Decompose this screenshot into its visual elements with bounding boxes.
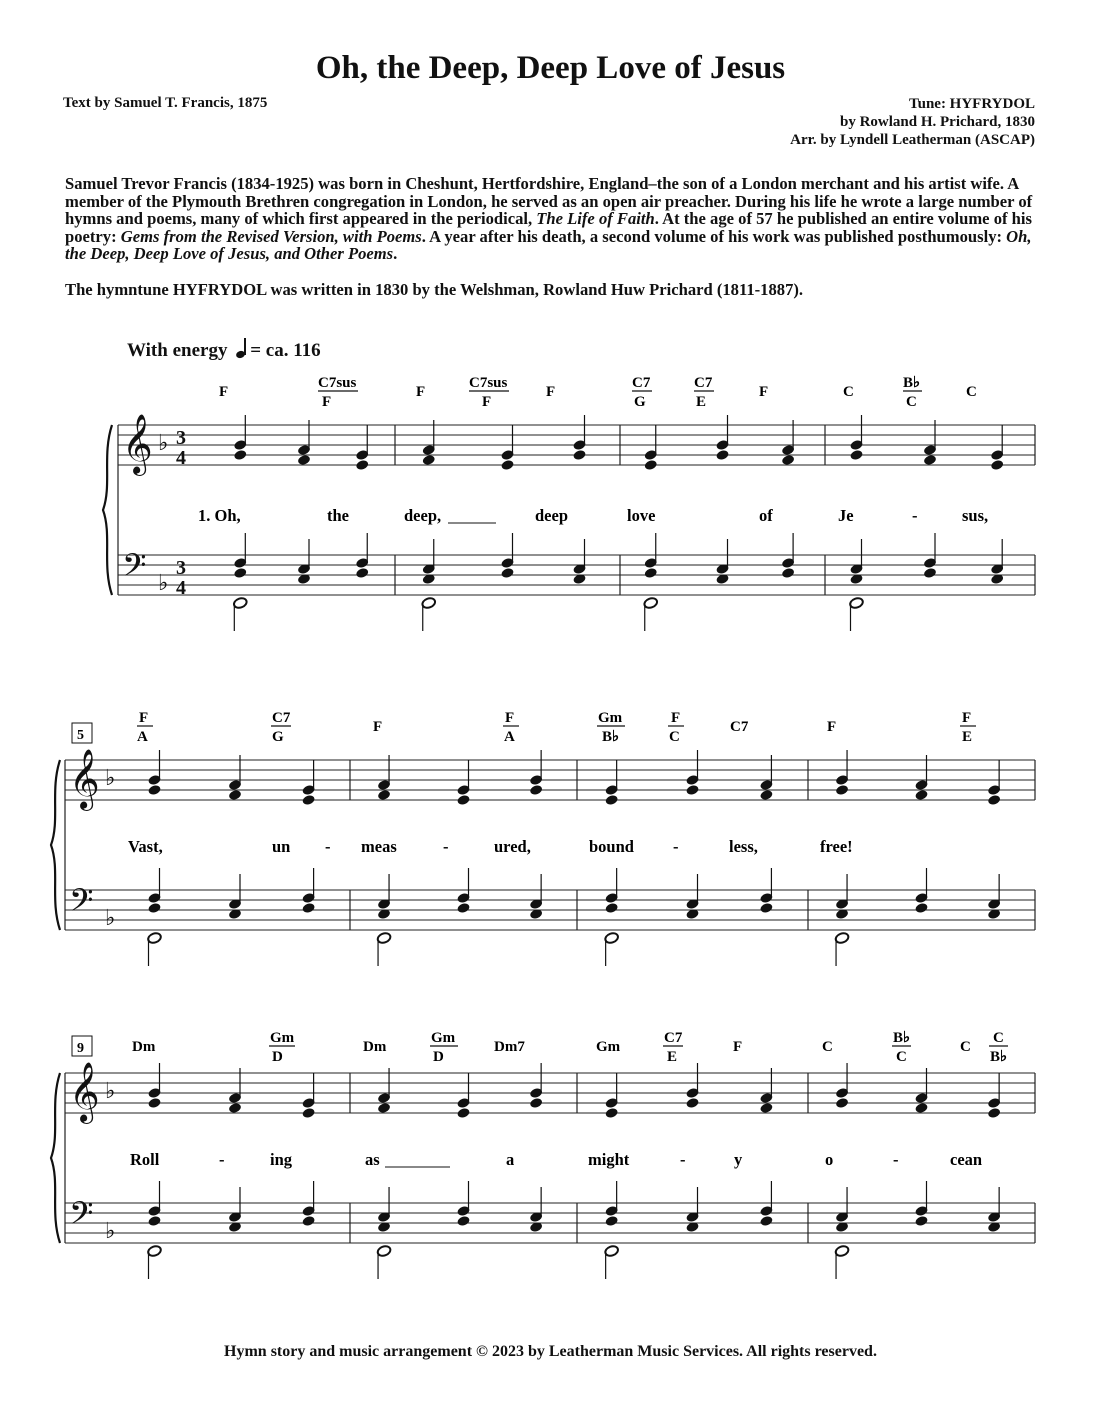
time-signature: 3 bbox=[176, 557, 186, 579]
flat-key-signature: ♭ bbox=[105, 766, 116, 791]
lyric-syllable: o bbox=[825, 1150, 834, 1169]
treble-clef: 𝄞 bbox=[69, 1062, 100, 1122]
chord-bass: E bbox=[962, 729, 973, 745]
chord-bass: E bbox=[667, 1049, 678, 1065]
chord-bass: A bbox=[137, 729, 148, 745]
lyric-syllable: meas bbox=[361, 837, 397, 856]
chord-bass: B♭ bbox=[990, 1049, 1008, 1065]
lyric-syllable: ing bbox=[270, 1150, 293, 1169]
notehead bbox=[297, 454, 311, 466]
notehead bbox=[228, 1102, 242, 1114]
lyric-syllable: y bbox=[734, 1150, 743, 1169]
chord-symbol: C7 bbox=[730, 719, 749, 735]
tune-name: Tune: HYFRYDOL bbox=[908, 96, 1035, 112]
chord-bass: D bbox=[433, 1049, 444, 1065]
lyric-syllable: Je bbox=[838, 506, 854, 525]
notehead bbox=[605, 1215, 619, 1227]
notehead bbox=[147, 1215, 161, 1227]
notehead bbox=[604, 1245, 619, 1258]
measure-number: 5 bbox=[77, 728, 84, 743]
lyric-syllable: ured, bbox=[494, 837, 531, 856]
lyric-syllable: sus, bbox=[962, 506, 989, 525]
chord-symbol: Gm bbox=[598, 710, 623, 726]
chord-bass: G bbox=[272, 729, 284, 745]
chord-symbol: F bbox=[962, 710, 972, 726]
notehead bbox=[759, 1102, 773, 1114]
lyric-syllable: less, bbox=[729, 837, 758, 856]
staff-lines bbox=[51, 425, 1035, 1243]
lyric-syllable: - bbox=[893, 1150, 899, 1169]
brace bbox=[51, 1073, 60, 1243]
notehead bbox=[233, 449, 247, 461]
chord-symbol: C bbox=[822, 1039, 833, 1055]
chord-bass: F bbox=[482, 394, 492, 410]
chord-symbol: C7 bbox=[664, 1030, 683, 1046]
lyric-syllable: - bbox=[912, 506, 918, 525]
lyric-syllable: free! bbox=[820, 837, 853, 856]
notehead bbox=[355, 567, 369, 579]
chord-symbol: F bbox=[733, 1039, 743, 1055]
notehead bbox=[987, 794, 1001, 806]
lyric-syllable: might bbox=[588, 1150, 630, 1169]
chord-symbol: Dm7 bbox=[494, 1039, 525, 1055]
chord-symbol: F bbox=[139, 710, 149, 726]
chord-symbol: Gm bbox=[270, 1030, 295, 1046]
lyric-syllable: deep bbox=[535, 506, 568, 525]
chord-bass: F bbox=[322, 394, 332, 410]
notehead bbox=[147, 902, 161, 914]
bass-clef: 𝄢 bbox=[69, 882, 94, 926]
notehead bbox=[500, 459, 514, 471]
notehead bbox=[233, 567, 247, 579]
chord-symbol: C7sus bbox=[318, 375, 357, 391]
chord-symbols-system-2 bbox=[77, 710, 972, 745]
bass-clef: 𝄢 bbox=[122, 547, 147, 591]
time-signature: 4 bbox=[176, 577, 186, 599]
notehead bbox=[990, 459, 1004, 471]
notehead bbox=[302, 794, 316, 806]
treble-clef: 𝄞 bbox=[69, 749, 100, 809]
chord-symbol: C7 bbox=[272, 710, 291, 726]
treble-clef: 𝄞 bbox=[122, 414, 153, 474]
chord-bass: G bbox=[634, 394, 646, 410]
notehead bbox=[987, 1107, 1001, 1119]
lyrics-system-2 bbox=[128, 837, 853, 856]
chord-symbol: F bbox=[416, 384, 426, 400]
chord-symbol: F bbox=[546, 384, 556, 400]
flat-key-signature: ♭ bbox=[105, 1079, 116, 1104]
lyric-syllable: as bbox=[365, 1150, 380, 1169]
notehead bbox=[849, 597, 864, 610]
chord-bass: C bbox=[669, 729, 680, 745]
notehead bbox=[914, 789, 928, 801]
lyric-syllable: - bbox=[680, 1150, 686, 1169]
notehead bbox=[422, 454, 436, 466]
notehead bbox=[835, 1097, 849, 1109]
chord-symbol: C bbox=[960, 1039, 971, 1055]
notehead bbox=[377, 1102, 391, 1114]
chord-symbol: C7 bbox=[694, 375, 713, 391]
notehead bbox=[605, 794, 619, 806]
chord-symbol: Dm bbox=[132, 1039, 156, 1055]
flat-key-signature: ♭ bbox=[105, 906, 116, 931]
notehead bbox=[759, 1215, 773, 1227]
flat-key-signature: ♭ bbox=[158, 431, 169, 456]
tempo-marking: With energy = ca. 116 bbox=[127, 340, 321, 361]
lyric-syllable: - bbox=[443, 837, 449, 856]
notehead bbox=[377, 789, 391, 801]
notehead bbox=[835, 784, 849, 796]
notehead bbox=[604, 932, 619, 945]
page-title: Oh, the Deep, Deep Love of Jesus bbox=[315, 50, 786, 86]
lyric-syllable: un bbox=[272, 837, 291, 856]
notehead bbox=[456, 794, 470, 806]
notehead bbox=[376, 1245, 391, 1258]
lyric-syllable: deep, bbox=[404, 506, 442, 525]
chord-symbol: B♭ bbox=[893, 1030, 911, 1046]
notehead bbox=[456, 1215, 470, 1227]
lyrics-system-3 bbox=[130, 1150, 982, 1169]
notehead bbox=[781, 567, 795, 579]
notehead bbox=[147, 1245, 162, 1258]
notehead bbox=[834, 1245, 849, 1258]
chord-symbol: F bbox=[759, 384, 769, 400]
notehead bbox=[302, 1215, 316, 1227]
chord-symbols-system-3 bbox=[77, 1030, 1007, 1065]
chord-symbol: F bbox=[671, 710, 681, 726]
notehead bbox=[849, 449, 863, 461]
chord-symbol: C bbox=[993, 1030, 1004, 1046]
notehead bbox=[147, 1097, 161, 1109]
lyric-syllable: - bbox=[219, 1150, 225, 1169]
notehead bbox=[923, 567, 937, 579]
chord-bass: C bbox=[896, 1049, 907, 1065]
notehead bbox=[228, 789, 242, 801]
copyright-footer: Hymn story and music arrangement © 2023 by Leatherman Music Services. All rights reserved. bbox=[224, 1343, 877, 1360]
lyrics-system-1 bbox=[198, 506, 988, 525]
chord-symbol: C bbox=[966, 384, 977, 400]
notehead bbox=[914, 902, 928, 914]
notehead bbox=[147, 784, 161, 796]
notehead bbox=[759, 789, 773, 801]
lyric-syllable: bound bbox=[589, 837, 634, 856]
chord-symbol: Gm bbox=[596, 1039, 621, 1055]
arranger: Arr. by Lyndell Leatherman (ASCAP) bbox=[790, 132, 1035, 148]
notehead bbox=[500, 567, 514, 579]
hymn-story: Samuel Trevor Francis (1834-1925) was born in Cheshunt, Hertfordshire, England–the son of a London merchant and his artist wife. A member of the Plymouth Brethren congregation in London, he served as an open air preacher. During his life he wrote a large number of hymns and poems, many of which first appeared in the periodical, The Life of Faith. At the age of 57 he published an entire volume of his poetry: Gems from the Revised Version, with Poems. A year after his death, a second volume of his work was published posthumously: Oh, the Deep, Deep Love of Jesus, and Other Poems. bbox=[65, 174, 1033, 263]
brace bbox=[103, 425, 112, 595]
notehead bbox=[685, 1097, 699, 1109]
notehead bbox=[834, 932, 849, 945]
chord-symbol: F bbox=[373, 719, 383, 735]
lyric-syllable: - bbox=[325, 837, 331, 856]
lyric-syllable: the bbox=[327, 506, 349, 525]
chord-bass: C bbox=[906, 394, 917, 410]
lyric-syllable: Vast, bbox=[128, 837, 163, 856]
chord-symbol: Dm bbox=[363, 1039, 387, 1055]
notehead bbox=[529, 1097, 543, 1109]
chord-bass: D bbox=[272, 1049, 283, 1065]
notehead bbox=[643, 597, 658, 610]
chord-bass: E bbox=[696, 394, 707, 410]
chord-symbol: F bbox=[505, 710, 515, 726]
notehead bbox=[233, 597, 248, 610]
lyric-syllable: of bbox=[759, 506, 773, 525]
chord-symbol: C7 bbox=[632, 375, 651, 391]
lyric-syllable: love bbox=[627, 506, 656, 525]
chord-symbol: F bbox=[827, 719, 837, 735]
chord-bass: A bbox=[504, 729, 515, 745]
chord-symbol: C7sus bbox=[469, 375, 508, 391]
notehead bbox=[572, 449, 586, 461]
notehead bbox=[147, 932, 162, 945]
chord-symbol: Gm bbox=[431, 1030, 456, 1046]
tune-story: The hymntune HYFRYDOL was written in 1830 by the Welshman, Rowland Huw Prichard (1811-1887). bbox=[65, 280, 804, 299]
lyric-syllable: 1. Oh, bbox=[198, 506, 241, 525]
chord-symbol: F bbox=[219, 384, 229, 400]
bass-clef: 𝄢 bbox=[69, 1195, 94, 1239]
measure-number: 9 bbox=[77, 1041, 84, 1056]
notehead bbox=[302, 902, 316, 914]
lyric-syllable: - bbox=[673, 837, 679, 856]
text-credit: Text by Samuel T. Francis, 1875 bbox=[63, 95, 268, 111]
lyric-syllable: a bbox=[506, 1150, 515, 1169]
notehead bbox=[644, 567, 658, 579]
notehead bbox=[685, 784, 699, 796]
notehead bbox=[781, 454, 795, 466]
notehead bbox=[456, 902, 470, 914]
notehead bbox=[914, 1102, 928, 1114]
notehead bbox=[644, 459, 658, 471]
chord-bass: B♭ bbox=[602, 729, 620, 745]
notehead bbox=[914, 1215, 928, 1227]
chord-symbols-system-1 bbox=[219, 375, 977, 410]
notehead bbox=[605, 902, 619, 914]
flat-key-signature: ♭ bbox=[105, 1219, 116, 1244]
notehead bbox=[923, 454, 937, 466]
notehead bbox=[456, 1107, 470, 1119]
lyric-syllable: Roll bbox=[130, 1150, 160, 1169]
time-signature: 3 bbox=[176, 427, 186, 449]
notehead bbox=[715, 449, 729, 461]
notation-marks bbox=[69, 414, 1004, 1279]
notehead bbox=[302, 1107, 316, 1119]
notehead bbox=[529, 784, 543, 796]
chord-symbol: B♭ bbox=[903, 375, 921, 391]
notehead bbox=[759, 902, 773, 914]
flat-key-signature: ♭ bbox=[158, 571, 169, 596]
notehead bbox=[355, 459, 369, 471]
chord-symbol: C bbox=[843, 384, 854, 400]
tune-composer: by Rowland H. Prichard, 1830 bbox=[839, 114, 1035, 130]
notehead bbox=[421, 597, 436, 610]
brace bbox=[51, 760, 60, 930]
lyric-syllable: cean bbox=[950, 1150, 983, 1169]
notehead bbox=[605, 1107, 619, 1119]
notehead bbox=[376, 932, 391, 945]
time-signature: 4 bbox=[176, 447, 186, 469]
